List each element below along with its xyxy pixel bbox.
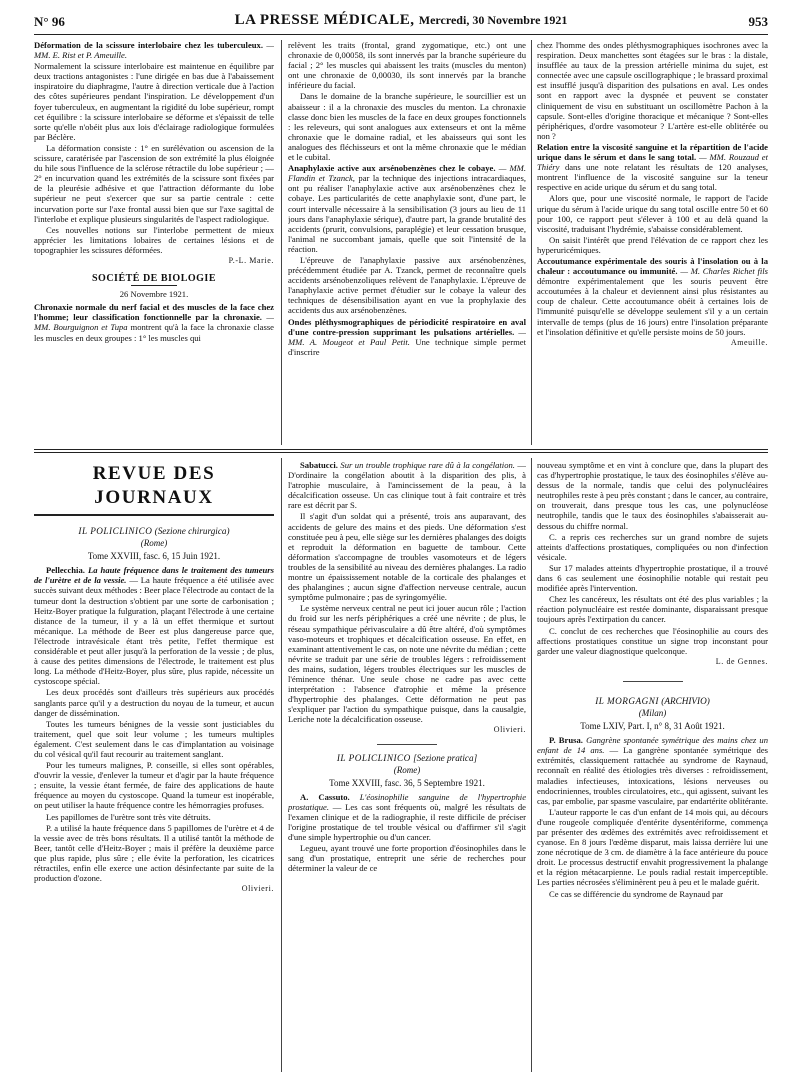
section-date: 26 Novembre 1921. (119, 289, 189, 300)
revue-des-journaux-banner: REVUE DES JOURNAUX (92, 463, 216, 508)
column-divider (281, 40, 282, 445)
paragraph: Chez les cancéreux, les résultats ont été des plus variables ; la réaction polynucléaire est restée dominante, disparaissant presque toujours après l'extirpation du cancer. (537, 594, 768, 625)
paragraph: Ce cas se différencie du syndrome de Raynaud par (549, 888, 724, 899)
paragraph: Alors que, pour une viscosité normale, le rapport de l'acide urique du sérum à l'acide urique du sang total oscille entre 50 et 60 pour 100, ce rapport peut s'élever à 100 et au delà quand la viscosité, traduisant l'hydrémie, s'abaisse considérablement. (537, 193, 768, 234)
column-divider (531, 458, 532, 1072)
article-separator (377, 744, 437, 745)
article-pellecchia: Pellecchia. La haute fréquence dans le traitement des tumeurs de l'urètre et de la vessie. — La haute fréquence a été utilisée avec succès suivant deux méthodes : Beer place l'électrode au contact de la tumeur dont la destruction s'obtient par une sorte de carbonisation ; Heitz-Boyer pratique la fulguration, plaçant l'électrode à une certaine distance de la tumeur, il y a là un effet thermique et surtout mécanique. La méthode de Beer est plus dangereuse parce que, l'électrode intravésicale étant très petite, l'effet thermique est considérable et peut aller jusqu'à la perforation de la vessie ; de plus, à cause des petites dimensions de l'électrode, le traitement est plus long. La méthode d'Heitz-Boyer, plus sûre, plus rapide, nécessite un cystoscope spécial. (34, 565, 274, 687)
paragraph: Pour les tumeurs malignes, P. conseille, si elles sont opérables, d'ouvrir la vessie, d'enlever la tumeur et d'agir par la haute fréquence ; ensuite, la vessie étant fermée, de faire des applications de haute fréquence au moyen du cystoscope. Quand la tumeur est inopérable, on peut utiliser la haute fréquence contre les hémorragies profuses. (34, 760, 274, 811)
page-header (34, 12, 768, 34)
paragraph: Les deux procédés sont d'ailleurs très supérieurs aux procédés sanglants parce qu'il y a destruction du noyau de la tumeur, et aucun danger de dissémination. (34, 687, 274, 718)
paragraph: Il s'agit d'un soldat qui a présenté, trois ans auparavant, des accidents de gelure des mains et des pieds. Une déformation s'est constituée peu à peu, elle siège sur les dernières phalanges des doigts et reproduit la déformation en baguette de tambour. Cette déformation s'accompagne de troubles vasomoteurs et de légers troubles de la sensibilité au niveau des dernières phalanges. La radio montre un épaississement notable de la corticale des phalanges et des phalangines ; aucun signe d'affection nerveuse centrale, aucun symptôme pulmonaire ; pas de syringomyélie. (288, 511, 526, 603)
paragraph: P. a utilisé la haute fréquence dans 5 papillomes de l'urètre et 4 de la vessie avec de très bons résultats. Il a utilisé tantôt la méthode de Beer, tantôt celle d'Heitz-Boyer ; mais il préfère la deuxième parce que plus rapide, plus sûre ; elle évite la perforation, les cicatrices rétractiles, enfin elle exerce une action désinfectante par suite de la production d'ozone. (34, 822, 274, 884)
section-heading-societe-biologie: SOCIÉTÉ DE BIOLOGIE (92, 273, 216, 285)
signature: Olivieri. (241, 884, 274, 894)
paragraph: relèvent les traits (frontal, grand zygomatique, etc.) ont une chronaxie de 0,00058, ils sont innervés par la branche supérieure du facial ; 2° les muscles qui abaissent les traits (muscles du menton) ont une chronaxie de 0,00030, ils sont innervés par la branche inférieure du facial. (288, 40, 526, 91)
issue-number: N° 96 (34, 14, 65, 29)
column-divider (281, 458, 282, 1072)
paragraph: On saisit l'intérêt que prend l'élévation de ce rapport chez les hyperuricémiques. (537, 234, 768, 255)
paragraph: nouveau symptôme et en vint à conclure que, dans la plupart des cas d'hypertrophie prostatique, le taux des éosinophiles s'élève au-dessus de la normale, tandis que celui des polynucléaires neutrophiles reste à peu près constant ; dans le cancer, au contraire, on trouverait, dans presque tous les cas, une polynucléose neutrophile, tandis que le taux des éosinophiles s'abaisserait au-dessous du chiffre normal. (537, 460, 768, 531)
paragraph: Sur 17 malades atteints d'hypertrophie prostatique, il a trouvé dans 6 cas seulement une éosinophilie notable qui restait peu modifiée après l'intervention. (537, 562, 768, 594)
top-column-3 (537, 40, 768, 445)
signature: Ameuille. (730, 337, 768, 347)
article-cassuto: A. Cassuto. L'éosinophilie sanguine de l'hypertrophie prostatique. — Les cas sont fréquents où, malgré les résultats de l'examen clinique et de la radiographie, il reste difficile de préciser l'origine prostatique de tel trouble vésical ou d'affirmer s'il s'agit d'une simple hypertrophie ou d'un cancer. (288, 791, 526, 843)
journal-title-line (34, 12, 768, 29)
article-rist-ameuille: Déformation de la scissure interlobaire chez les tuberculeux. — MM. E. Rist et P. Ameuille. (34, 40, 274, 61)
journal-city: (Rome) (393, 764, 421, 775)
paragraph: La déformation consiste : 1° en surélévation ou ascension de la scissure, caratérisée par l'ascension de son extrémité la plus éloignée du hile sous l'influence de la sclérose rétractile du lobe supérieur ; — 2° en incurvation quand les extrémités de la scissure sont fixées par de la pleurésie adhésive et que l'attraction déformante du lobe supérieur ne peut s'exercer que sur sa partie centrale : cette incurvation porte sur l'axe frontal aussi bien que sur l'axe sagittal de l'interlobe et explique plusieurs singularités de l'aspect radiologique. (34, 142, 274, 224)
signature: L. de Gennes. (715, 656, 768, 666)
paragraph: Toutes les tumeurs bénignes de la vessie sont justiciables du traitement, quel que soit leur volume ; les tumeurs multiples également. C'est seulement dans le cas d'implantation au voisinage du col vésical qu'il faut recourir au traitement sanglant. (34, 718, 274, 759)
paragraph: Dans le domaine de la branche supérieure, le sourcillier est un abaisseur : il a la chronaxie des muscles du menton. La chronaxie classe donc bien les muscles de la face en deux groupes fonctionnels : les releveurs, qui sont analogues aux extenseurs et ont la même chronaxie que le domaine radial, et les abaisseurs qui sont les analogues des fléchisseurs et ont la même chronaxie que le médian et le cubital. (288, 91, 526, 163)
article-separator (623, 681, 683, 682)
signature: Olivieri. (493, 725, 526, 735)
top-column-2 (288, 40, 526, 445)
article-brusa: P. Brusa. Gangrène spontanée symétrique des mains chez un enfant de 14 ans. — La gangrène spontanée symétrique des extrémités, classiquement rattachée au syndrome de Raynaud, reconnaît en réalité des étiologies très diverses : refroidissement, maladies infectieuses, intoxications, lésions nerveuses ou endocriniennes, troubles circulatoires, etc., qui agissent, suivant les cas, par embolie, par spasme vasculaire, par endartérite oblitérante. (537, 735, 768, 806)
top-column-1 (34, 40, 274, 445)
article-flandin-tzanck: Anaphylaxie active aux arsénobenzènes chez le cobaye. — MM. Flandin et Tzanck, par la technique des injections intracardiaques, ont pu réaliser l'anaphylaxie active aux arsénobenzènes chez le cobaye. Les particularités de cette anaphylaxie sont, d'une part, le court intervalle nécessaire à la sensibilisation (3 jours au lieu de 11 jours dans l'anaphylaxie sérique), d'autre part, la grande brutalité des accidents (prurit, convulsions, paraplégie) et leur cessation brusque, l'animal ne succombant jamais, quelle que soit l'intensité de la réaction. (288, 163, 526, 254)
paragraph: L'auteur rapporte le cas d'un enfant de 14 mois qui, au décours d'une rougeole compliquée d'entérite dysentériforme, commença par présenter des œdèmes des extrémités avec refroidissement et cyanose. En 8 jours l'œdème disparut, mais laissa derrière lui une zone nécrotique de 3 cm. de diamètre à la face antérieure du pouce droit. Le processus destructif envahit progressivement la phalange et la région métacarpienne. Le pouls radial restait imperceptible. Les parties nécrosées s'éliminèrent peu à peu et le malade guérit. (537, 806, 768, 888)
paragraph: Normalement la scissure interlobaire est maintenue en équilibre par deux tractions antagonistes : l'une dirigée en bas due à l'abaissement inspiratoire du diaphragme, l'autre à direction verticale due à l'action des côtes supérieures pendant l'inspiration. Le développement d'un foyer tuberculeux, en augmentant la rigidité du lobe supérieur, rompt cet équilibre : la scissure interlobaire se déforme et s'épaissit de telle sorte qu'elle n'obéit plus aux lois d'éclairage radiologique formulées par Béclère. (34, 61, 274, 142)
journal-heading: IL POLICLINICO [Sezione pratica] (336, 752, 478, 763)
article-rouzaud-thiery: Relation entre la viscosité sanguine et la répartition de l'acide urique dans le sérum et dans le sang total. — MM. Rouzaud et Thiéry dans une note relatant les résultats de 120 analyses, montrent l'influence de la viscosité sanguine sur la teneur respective en acide urique du sérum et du sang total. (537, 141, 768, 193)
column-divider (531, 40, 532, 445)
journal-city: (Rome) (140, 538, 168, 549)
article-bourguignon-tupa: Chronaxie normale du nerf facial et des muscles de la face chez l'homme; leur classification fonctionnelle par la chronaxie. — MM. Bourguignon et Tupa montrent qu'à la face la chronaxie classe les muscles en deux groupes : 1° les muscles qui (34, 302, 274, 343)
section-rule (131, 285, 177, 286)
paragraph: Le système nerveux central ne peut ici jouer aucun rôle ; l'action du froid sur les nerfs périphériques a créé une névrite ; de plus, le réseau sympathique périvasculaire a dû être altéré, d'où symptômes vaso-moteurs et trophiques et décalcification osseuse. En effet, en examinant attentivement le cas, on note une névrite du médian ; cette névrite se traduit par une série de troubles légers : refroidissement des mains, sudation, légers troubles électriques sur les muscles de l'éminence thénar. Une seule chose ne cadre pas avec cette interprétation : l'absence d'atrophie et même la présence d'hypertrophie des phalanges. Cette déformation ne peut pas s'expliquer par l'action du sympathique puisque, dans la causalgie, Leriche note la décalcification osseuse. (288, 603, 526, 725)
paragraph: Ces nouvelles notions sur l'interlobe permettent de mieux apprécier les limitations lobaires de certaines lésions et de topographier les scissures déformées. (34, 224, 274, 255)
paragraph: L'épreuve de l'anaphylaxie passive aux arsénobenzènes, précédemment étudiée par A. Tzanck, permet de reconnaître quels accidents arsénobenzoliques relèvent de l'anaphylaxie. L'épreuve de l'anaphylaxie active permet d'étudier sur le cobaye la valeur des techniques de désensibilisation ayant en vue la prophylaxie des accidents dus aux arsénobenzènes. (288, 254, 526, 316)
journal-city: (Milan) (638, 707, 667, 718)
journal-heading: IL POLICLINICO (Sezione chirurgica) (78, 526, 230, 536)
paragraph: Legueu, ayant trouvé une forte proportion d'éosinophiles dans le sang d'un prostatique, entreprit une série de recherches pour déterminer la valeur de ce (288, 843, 526, 874)
article-richet: Accoutumance expérimentale des souris à l'insolation ou à la chaleur : accoutumance ou immunité. — M. Charles Richet fils démontre expérimentalement que les souris peuvent être accoutumées à la chaleur et deviennent ainsi plus résistantes au coup de chaleur. Cette accoutumance obéit à certaines lois de l'immunité puisqu'elle se développe seulement s'il y a un certain intervalle de temps (plus de 16 jours) entre l'insolation préparante et l'insolation définitive et qu'elle persiste moins de 50 jours. (537, 255, 768, 337)
header-rule (34, 34, 768, 35)
bottom-column-2 (288, 460, 526, 1072)
signature: P.-L. Marie. (228, 255, 274, 265)
journal-tome: Tome XXVIII, fasc. 6, 15 Juin 1921. (87, 551, 221, 562)
journal-heading: IL MORGAGNI (ARCHIVIO) (595, 695, 710, 706)
paragraph: C. a repris ces recherches sur un grand nombre de sujets atteints d'affections prostatiques, compliquées ou non d'infection vésicale. (537, 531, 768, 562)
article-mougeot-petit: Ondes pléthysmographiques de périodicité respiratoire en aval d'une contre-pression supprimant les pulsations artérielles. — MM. A. Mougeot et Paul Petit. Une technique simple permet d'inscrire (288, 316, 526, 357)
page-number: 953 (748, 14, 768, 29)
journal-tome: Tome LXIV, Part. I, n° 8, 31 Août 1921. (580, 721, 725, 732)
article-sabatucci: Sabatucci. Sur un trouble trophique rare dû à la congélation. — D'ordinaire la congélation aboutit à la disparition des plis, à l'atrophie musculaire, à l'amincissement de la peau, à la décalcification osseuse. Un cas clinique tout à fait contraire et très rare est décrit par S. (288, 460, 526, 511)
issue-date: Mercredi, 30 Novembre 1921 (418, 13, 568, 27)
section-rule-top (34, 449, 768, 450)
paragraph: C. conclut de ces recherches que l'éosinophilie au cours des affections prostatiques constitue un signe trop inconstant pour garder une valeur diagnostique quelconque. (537, 625, 768, 656)
bottom-column-3 (537, 460, 768, 1072)
journal-tome: Tome XXVIII, fasc. 36, 5 Septembre 1921. (329, 777, 485, 788)
section-rule-bottom (34, 452, 768, 453)
banner-rule (34, 514, 274, 516)
bottom-column-1 (34, 460, 274, 1072)
journal-name: LA PRESSE MÉDICALE, (234, 12, 415, 28)
paragraph: Les papillomes de l'urètre sont très vite détruits. (46, 811, 211, 822)
paragraph: chez l'homme des ondes pléthysmographiques isochrones avec la respiration. Deux manchettes sont étagées sur le bras : la distale, insufflée au taux de la pression artérielle minima du sujet, est connectée avec une capsule oscillographique ; le brassard proximal est insufflé jusqu'à disparition des pulsations en aval. Les ondes sont en rapport avec la dyspnée et peuvent se constater cliniquement de visu en substituant un oscillomètre Pachon à la capsule. Sont-elles d'origine thoracique et mécanique ? Sont-elles périphériques, d'ordre vasomoteur ? L'artère est-elle oblitérée ou non ? (537, 40, 768, 141)
